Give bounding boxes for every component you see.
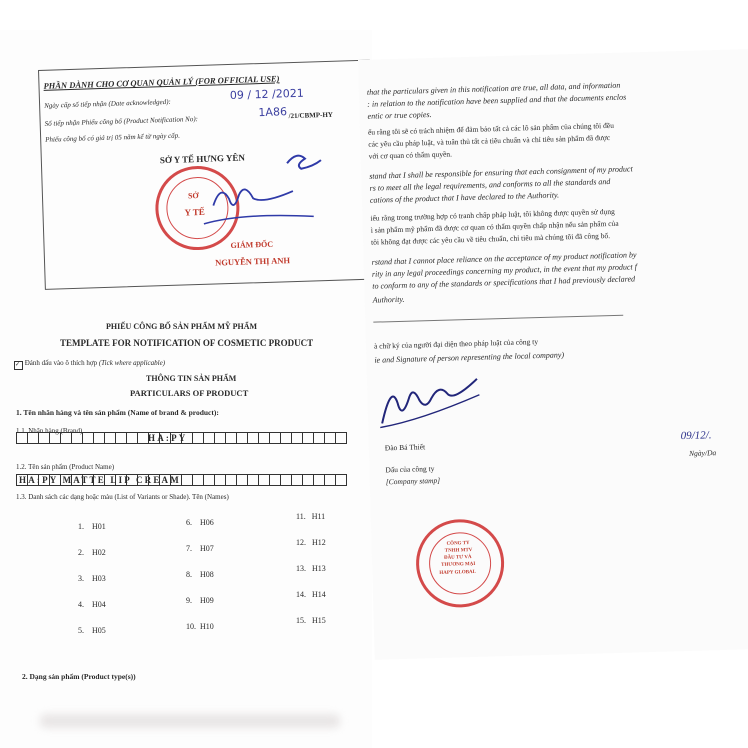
declaration-line: stand that I shall be responsible for ensuring that each consignment of my product [369,164,633,181]
variant-item: 9. H09 [186,596,214,605]
variant-item: 15. H15 [296,616,326,625]
notification-number-label: Số tiếp nhận Phiếu công bố (Product Notification No): [44,115,199,128]
validity-note: Phiếu công bố có giá trị 05 năm kể từ ngày cấp. [45,131,181,144]
representative-name: Đào Bá Thiết [384,442,426,453]
variant-item: 11. H11 [296,512,326,521]
section-title-vn: THÔNG TIN SẢN PHẨM [146,374,237,383]
variant-item: 2. H02 [78,548,106,557]
official-use-box [38,60,377,290]
company-stamp-label-en: [Company stamp] [385,475,441,487]
variant-item: 1. H01 [78,522,106,531]
tick-note [14,358,165,370]
variant-item: 7. H07 [186,544,214,553]
declaration-line: tôi không đạt được các yêu cầu về tiêu chuẩn, chỉ tiêu mà chúng tôi đã công bố. [370,231,611,247]
left-document-page [0,30,372,748]
divider [373,315,623,323]
variant-item: 6. H06 [186,518,214,527]
blurred-footer [40,714,340,728]
date-acknowledged-label: Ngày cấp số tiếp nhận (Date acknowledged): [44,97,171,110]
tick-note-vn: Đánh dấu vào ô thích hợp [24,359,98,367]
declaration-line: cations of the product that I have declared to the Authority. [369,190,560,205]
question-1-1: 1.1. Nhãn hàng (Brand) [16,427,83,435]
seal-line: HAPY GLOBAL [439,569,477,576]
declaration-line: ểu rằng tôi sẽ có trách nhiệm để đảm bảo tất cả các lô sản phẩm của chúng tôi đều [367,120,615,137]
tick-note-en: (Tick where applicable) [98,359,166,367]
date-acknowledged-value: 09 / 12 /2021 [229,86,304,102]
brand-value: HA:PY [148,433,188,443]
notification-number-value: 1A86 [258,105,288,120]
seal-line: CÔNG TY [446,541,470,547]
declaration-line: rs to meet all the legal requirements, and conforms to all the standards and [369,177,611,193]
variant-item: 13. H13 [296,564,326,573]
notification-number-suffix: /21/CBMP-HY [288,110,334,121]
declaration-line: các yêu cầu pháp luật, và tuân thủ tất cả tiêu chuẩn và chỉ tiêu sản phẩm đã được [368,132,611,149]
form-title-vn: PHIẾU CÔNG BỐ SẢN PHẨM MỸ PHẨM [106,322,258,331]
seal-text-mid: Y TẾ [184,206,205,218]
variant-item: 4. H04 [78,600,106,609]
seal-text-top: SỞ [187,191,199,201]
seal-line: ĐẦU TƯ VÀ [443,555,472,561]
right-document-page [358,49,748,660]
company-stamp-label-vn: Dấu của công ty [385,464,435,475]
product-name-value: HA:PY MATTE LIP CREAM [19,475,181,485]
director-signature [191,140,324,244]
signed-date: 09/12/. [680,429,712,443]
question-1-2: 1.2. Tên sản phẩm (Product Name) [16,463,115,471]
variant-item: 10. H10 [186,622,214,631]
section-title-en: PARTICULARS OF PRODUCT [130,388,249,398]
declaration-line: to conform to any of the standards or specifications that I had previously declared [372,274,636,291]
question-1: 1. Tên nhãn hàng và tên sản phẩm (Name of brand & product): [16,408,219,417]
director-position: GIÁM ĐỐC [230,239,274,251]
question-2: 2. Dạng sản phẩm (Product type(s)) [22,672,136,681]
variant-item: 5. H05 [78,626,106,635]
variant-item: 14. H14 [296,590,326,599]
variant-item: 12. H12 [296,538,326,547]
declaration-line: Authority. [372,294,405,305]
question-1-3: 1.3. Danh sách các dạng hoặc màu (List of Variants or Shade). Tên (Names) [16,493,229,501]
signature-caption-en: ie and Signature of person representing the local company) [374,350,565,365]
company-seal [415,518,505,608]
official-use-heading: PHẦN DÀNH CHO CƠ QUAN QUẢN LÝ (FOR OFFICIAL USE) [43,73,280,91]
declaration-line: rity in any legal proceedings concerning my product, in the event that my product f [371,262,638,279]
signature-caption-vn: à chữ ký của người đại diện theo pháp luật của công ty [373,337,539,351]
declaration-line: iểu rằng trong trường hợp có tranh chấp pháp luật, tôi không được quyền sử dụng [370,206,615,223]
declaration-line: entic or true copies. [367,109,432,121]
variant-item: 8. H08 [186,570,214,579]
form-title-en: TEMPLATE FOR NOTIFICATION OF COSMETIC PRODUCT [60,338,314,348]
declaration-line: với cơ quan có thẩm quyền. [368,149,453,161]
tick-checkbox: ✓ [14,361,23,370]
declaration-line: : in relation to the notification have been supplied and that the documents enclos [367,92,627,109]
director-name: NGUYỄN THỊ ANH [214,255,291,268]
representative-signature [371,370,493,433]
date-label: Ngày/Da [688,448,717,458]
seal-line: TNHH MTV [444,547,473,554]
variant-item: 3. H03 [78,574,106,583]
seal-line: THƯƠNG MẠI [441,561,476,568]
declaration-line: ì sản phẩm mỹ phẩm đã được cơ quan có thẩm quyền chấp nhận nếu sản phẩm của [370,218,619,235]
declaration-line: that the particulars given in this notification are true, all data, and information [366,80,621,97]
declaration-line: rstand that I cannot place reliance on the acceptance of my product notification by [371,250,637,267]
authority-name: SỞ Y TẾ HƯNG YÊN [159,152,246,166]
